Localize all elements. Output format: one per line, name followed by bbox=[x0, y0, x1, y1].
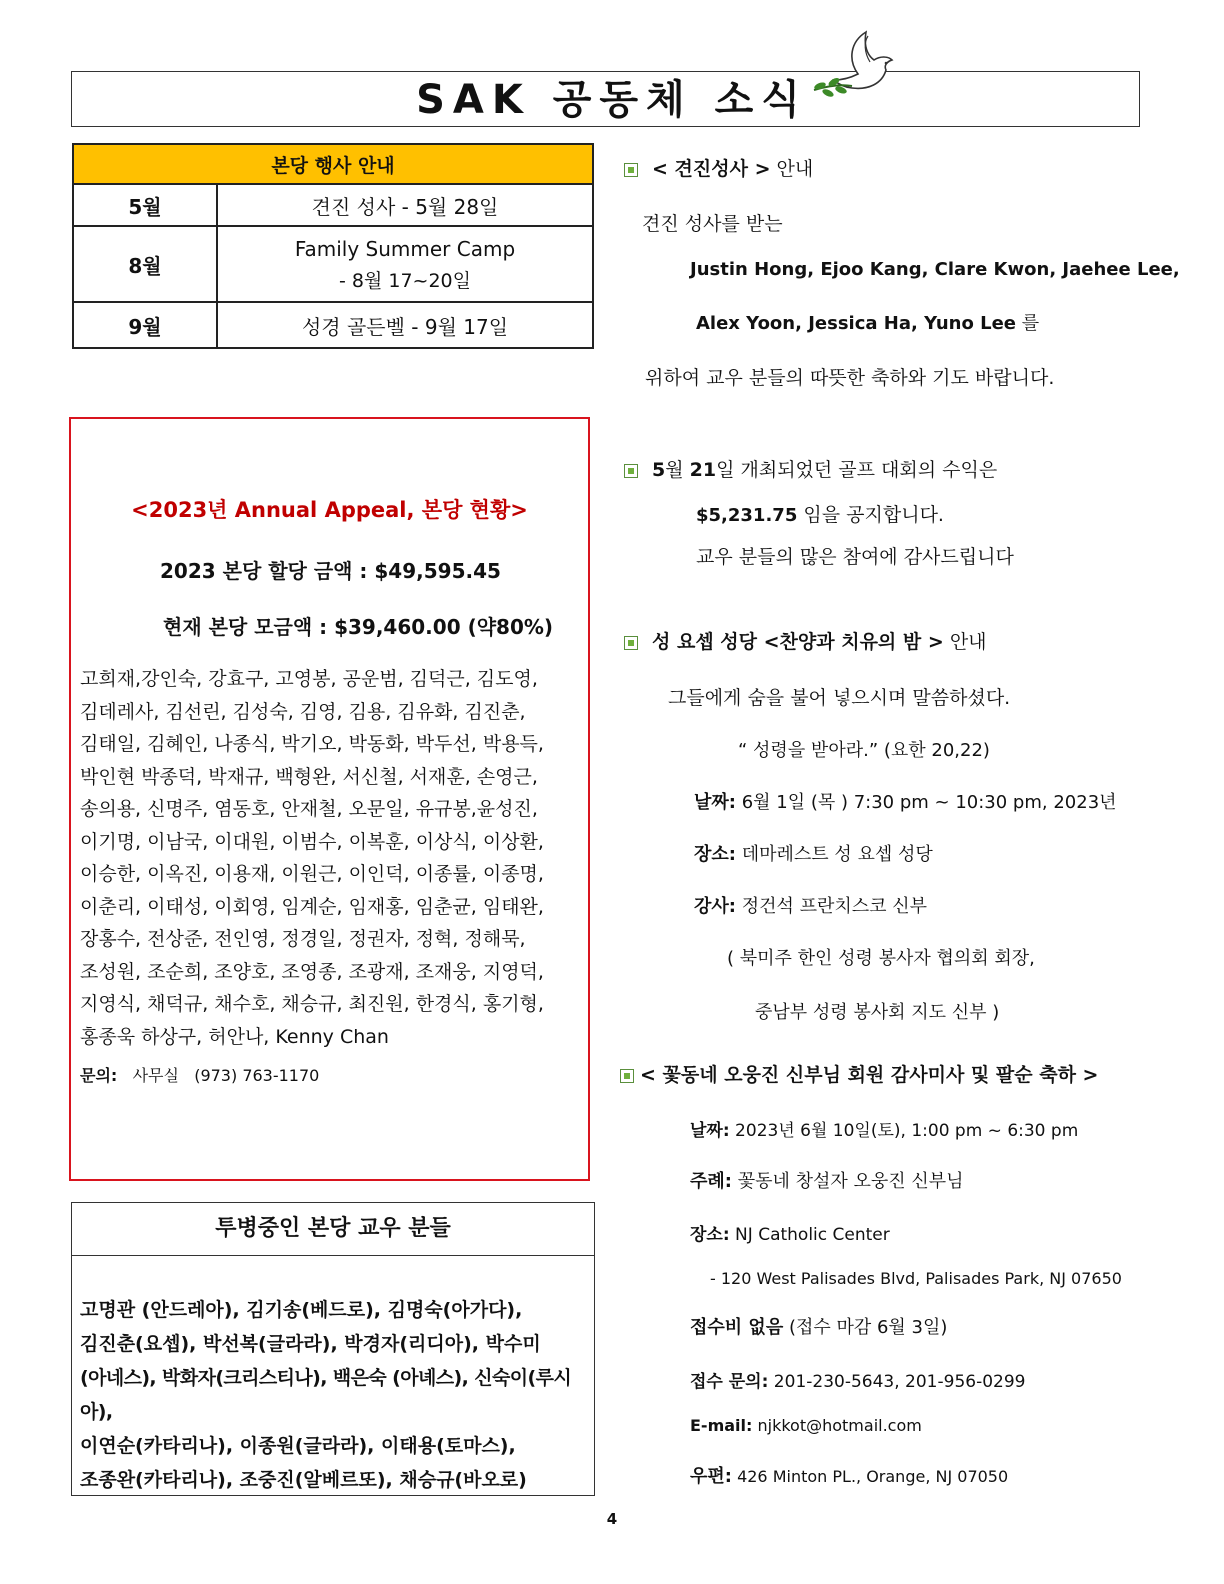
mass-mail: 우편: 426 Minton PL., Orange, NJ 07050 bbox=[690, 1466, 1009, 1487]
donor-line: 지영식, 채덕규, 채수호, 채승규, 최진원, 한경식, 홍기형, bbox=[80, 993, 544, 1015]
donor-line: 장홍수, 전상준, 전인영, 정경일, 정권자, 정혁, 정해묵, bbox=[80, 928, 526, 950]
donor-line: 홍종욱 하상구, 허안나, Kenny Chan bbox=[80, 1025, 389, 1048]
healing-verse: 그들에게 숨을 불어 넣으시며 말씀하셨다. bbox=[668, 687, 1011, 709]
appeal-assigned-amount: 2023 본당 할당 금액 : $49,595.45 bbox=[160, 559, 501, 583]
mass-celebrant: 주례: 꽃동네 창설자 오웅진 신부님 bbox=[690, 1171, 964, 1192]
confirmation-closing: 위하여 교우 분들의 따뜻한 축하와 기도 바랍니다. bbox=[645, 367, 1055, 389]
event-month: 9월 bbox=[73, 302, 217, 348]
page-title: SAK 공동체 소식 bbox=[416, 77, 808, 123]
sick-line: 조종완(카타리나), 조중진(알베르또), 채승규(바오로) bbox=[80, 1469, 527, 1491]
mass-phone: 접수 문의: 201-230-5643, 201-956-0299 bbox=[690, 1372, 1026, 1392]
donor-line: 이승한, 이옥진, 이용재, 이원근, 이인덕, 이종률, 이종명, bbox=[80, 863, 544, 885]
mass-address: - 120 West Palisades Blvd, Palisades Park, NJ 07650 bbox=[710, 1269, 1122, 1288]
donor-line: 고희재,강인숙, 강효구, 고영봉, 공운범, 김덕근, 김도영, bbox=[80, 668, 538, 690]
donor-line: 박인현 박종덕, 박재규, 백형완, 서신철, 서재훈, 손영근, bbox=[80, 765, 538, 788]
sick-parishioners-list bbox=[80, 1293, 590, 1497]
confirmation-names: Justin Hong, Ejoo Kang, Clare Kwon, Jaehee Lee, bbox=[690, 259, 1180, 280]
appeal-title: <2023년 Annual Appeal, 본당 현황> bbox=[131, 498, 528, 522]
golf-amount: $5,231.75 임을 공지합니다. bbox=[696, 504, 944, 526]
donor-line: 조성원, 조순희, 조양호, 조영종, 조광재, 조재웅, 지영덕, bbox=[80, 960, 544, 983]
bullet-icon bbox=[624, 464, 638, 478]
events-table bbox=[72, 143, 594, 349]
mass-email: E-mail: njkkot@hotmail.com bbox=[690, 1416, 922, 1435]
healing-quote: “ 성령을 받아라.” (요한 20,22) bbox=[738, 740, 990, 761]
donor-line: 김데레사, 김선린, 김성숙, 김영, 김용, 김유화, 김진춘, bbox=[80, 700, 526, 723]
event-month: 5월 bbox=[73, 184, 217, 226]
dove-icon bbox=[808, 30, 900, 110]
appeal-raised-amount: 현재 본당 모금액 : $39,460.00 (약80%) bbox=[163, 615, 554, 639]
bullet-icon bbox=[620, 1069, 634, 1083]
sick-line: 이연순(카타리나), 이종원(글라라), 이태용(토마스), bbox=[80, 1435, 516, 1457]
sick-line: 김진춘(요셉), 박선복(글라라), 박경자(리디아), 박수미 bbox=[80, 1333, 541, 1355]
donor-line: 김태일, 김혜인, 나종식, 박기오, 박동화, 박두선, 박용득, bbox=[80, 733, 544, 755]
events-table-title: 본당 행사 안내 bbox=[73, 144, 593, 184]
healing-place: 장소: 데마레스트 성 요셉 성당 bbox=[694, 844, 933, 865]
healing-heading: 성 요셉 성당 <찬양과 치유의 밤 > 안내 bbox=[624, 627, 987, 654]
confirmation-intro: 견진 성사를 받는 bbox=[642, 213, 783, 235]
sick-line: (아네스), 박화자(크리스티나), 백은숙 (아녜스), 신숙이(루시아), bbox=[80, 1367, 572, 1423]
sick-parishioners-title: 투병중인 본당 교우 분들 bbox=[71, 1202, 595, 1256]
mass-date: 날짜: 2023년 6월 10일(토), 1:00 pm ~ 6:30 pm bbox=[690, 1121, 1079, 1141]
mass-place: 장소: NJ Catholic Center bbox=[690, 1225, 890, 1245]
appeal-contact: 문의: 사무실 (973) 763-1170 bbox=[80, 1066, 320, 1085]
healing-date: 날짜: 6월 1일 (목 ) 7:30 pm ~ 10:30 pm, 2023년 bbox=[694, 792, 1117, 813]
donor-line: 이기명, 이남국, 이대원, 이범수, 이복훈, 이상식, 이상환, bbox=[80, 830, 544, 853]
healing-speaker: 강사: 정건석 프란치스코 신부 bbox=[694, 896, 928, 917]
event-description: 견진 성사 - 5월 28일 bbox=[217, 184, 593, 226]
healing-speaker-note: ( 북미주 한인 성령 봉사자 협의회 회장, bbox=[727, 948, 1035, 969]
golf-heading: 5월 21일 개최되었던 골프 대회의 수익은 bbox=[624, 455, 997, 482]
event-description: 성경 골든벨 - 9월 17일 bbox=[217, 302, 593, 348]
donor-list bbox=[80, 663, 580, 1053]
bullet-icon bbox=[624, 163, 638, 177]
golf-thanks: 교우 분들의 많은 참여에 감사드립니다 bbox=[696, 546, 1014, 568]
donor-line: 이춘리, 이태성, 이회영, 임계순, 임재홍, 임춘균, 임태완, bbox=[80, 895, 544, 918]
page-number: 4 bbox=[606, 1510, 618, 1528]
event-month: 8월 bbox=[73, 226, 217, 302]
donor-line: 송의용, 신명주, 염동호, 안재철, 오문일, 유규봉,윤성진, bbox=[80, 798, 538, 820]
event-description: Family Summer Camp - 8월 17~20일 bbox=[217, 226, 593, 302]
mass-heading: < 꽃동네 오웅진 신부님 회원 감사미사 및 팔순 축하 > bbox=[620, 1060, 1098, 1087]
bullet-icon bbox=[624, 636, 638, 650]
confirmation-names: Alex Yoon, Jessica Ha, Yuno Lee 를 bbox=[696, 313, 1040, 334]
sick-line: 고명관 (안드레아), 김기송(베드로), 김명숙(아가다), bbox=[80, 1299, 523, 1321]
confirmation-heading: < 견진성사 > 안내 bbox=[624, 154, 813, 181]
mass-fee: 접수비 없음 (접수 마감 6월 3일) bbox=[690, 1317, 948, 1338]
healing-speaker-note: 중남부 성령 봉사회 지도 신부 ) bbox=[755, 1002, 1000, 1023]
